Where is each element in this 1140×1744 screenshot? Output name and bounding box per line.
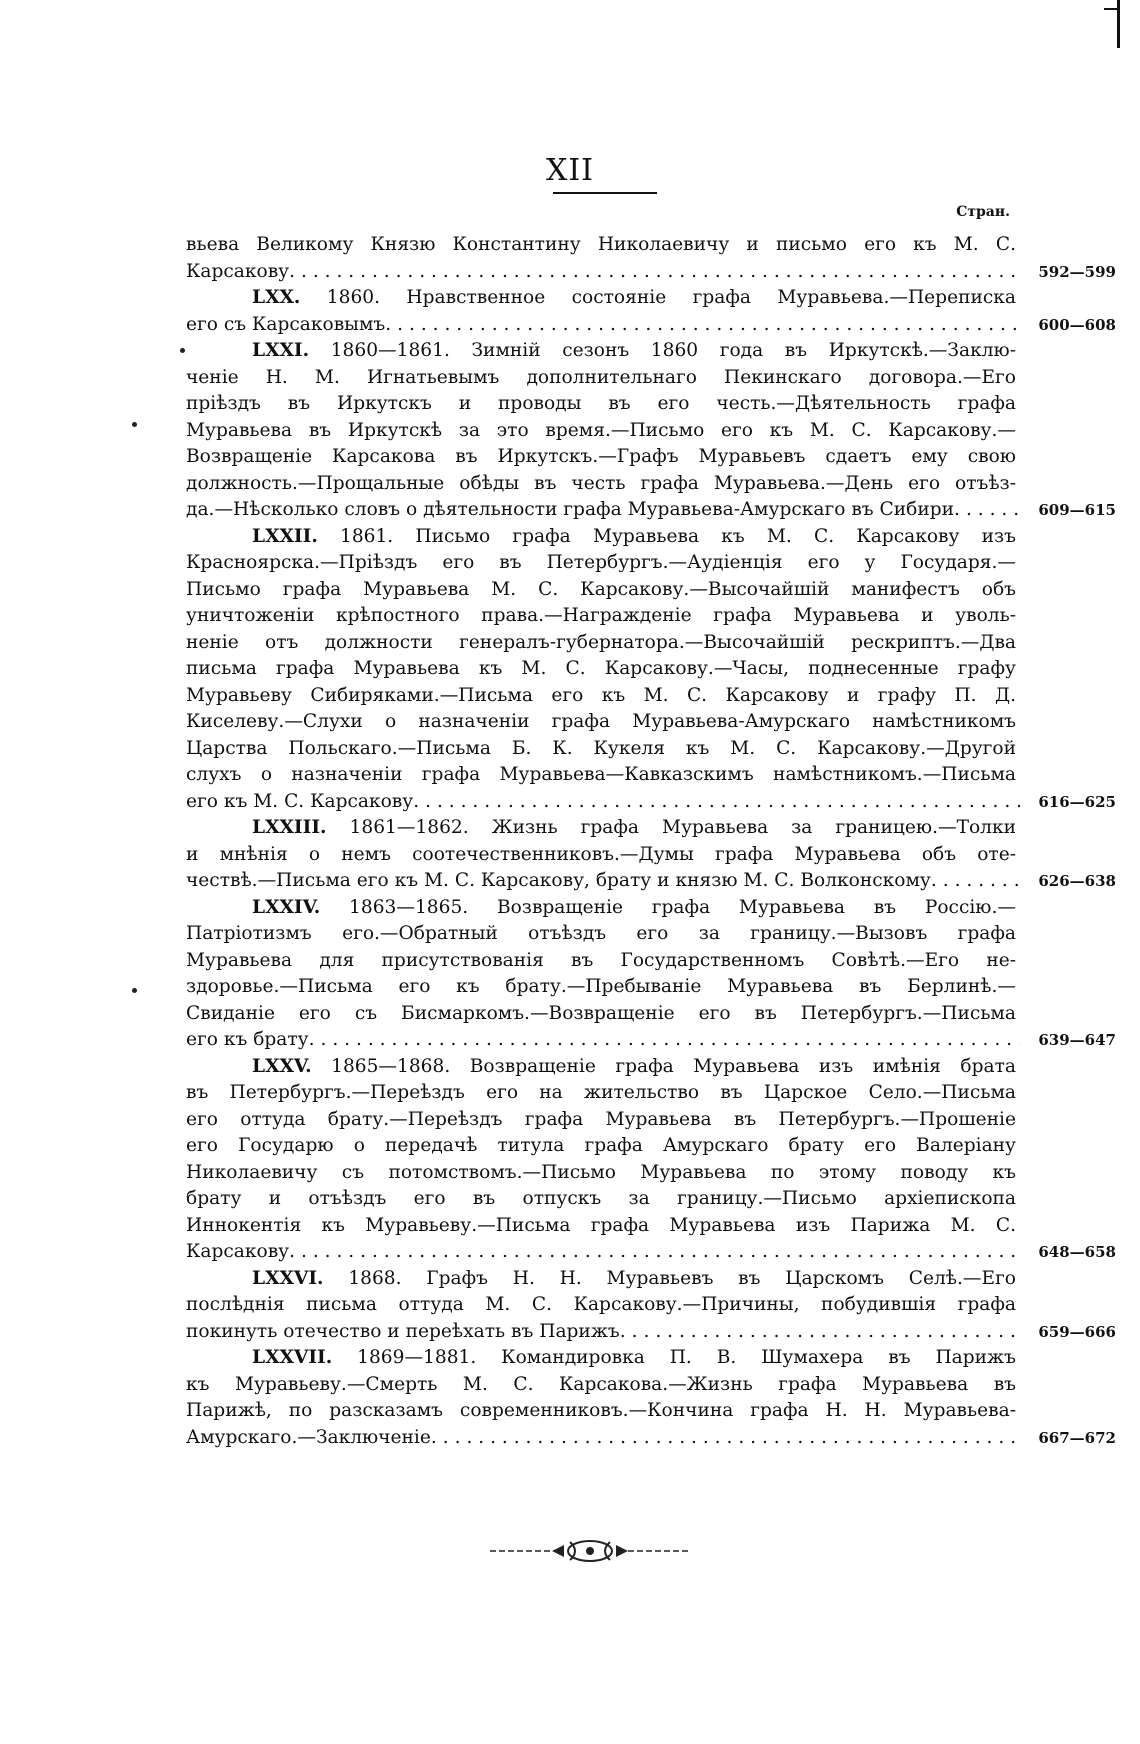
toc-line [186, 1080, 1016, 1107]
chapter-numeral: LXX. [252, 287, 301, 308]
toc-line [186, 1054, 1016, 1081]
page-range: 600—608 [1038, 315, 1116, 334]
toc-line [186, 895, 1016, 922]
dot-leader [321, 1027, 1020, 1054]
toc-line [186, 656, 1016, 683]
margin-speck [132, 988, 137, 993]
toc-line [186, 365, 1016, 392]
toc-line-text: Муравьева въ Иркутскѣ за это время.—Письмо его къ М. С. Карсакову.— [186, 419, 1016, 441]
toc-line-text: Красноярска.—Пріѣздъ его въ Петербургъ.—Аудіенція его у Государя.— [186, 552, 1016, 573]
page-range: 639—647 [1038, 1031, 1116, 1049]
dot-leader [943, 868, 1020, 895]
chapter-numeral: LXXIV. [252, 896, 321, 918]
toc-line-text: его Государю о передачѣ титула графа Амурскаго брату его Валеріану [186, 1135, 1016, 1156]
toc-entry [186, 1266, 1116, 1346]
toc-entry [186, 1054, 1116, 1266]
toc-line-text: Иннокентія къ Муравьеву.—Письма графа Муравьева изъ Парижа М. С. [186, 1214, 1016, 1236]
chapter-numeral: LXXVI. [252, 1267, 324, 1289]
toc-line-text: Парижѣ, по разсказамъ современниковъ.—Кончина графа Н. Н. Муравьева- [186, 1400, 1016, 1421]
page-column-header: Стран. [956, 204, 1010, 220]
toc-line-text: брату и отъѣздъ его въ отпускъ за границу.—Письмо архіепископа [186, 1188, 1016, 1209]
toc-line-text: 1861. Письмо графа Муравьева къ М. С. Карсакову изъ [339, 525, 1016, 547]
page-range: 626—638 [1038, 872, 1116, 890]
page-edge-mark [1104, 8, 1118, 10]
toc-line-text: Карсакову. [186, 1241, 296, 1262]
toc-line-text: 1863—1865. Возвращеніе графа Муравьева въ Россію.— [349, 896, 1016, 918]
dot-leader [301, 1239, 1020, 1266]
table-of-contents [186, 232, 1116, 1451]
page-range: 648—658 [1038, 1243, 1116, 1261]
toc-line [186, 312, 1116, 339]
toc-line [186, 497, 1116, 524]
toc-line-text: его съ Карсаковымъ. [186, 313, 392, 335]
toc-line-text: Царства Польскаго.—Письма Б. К. Кукеля къ М. С. Карсакову.—Другой [186, 737, 1016, 759]
toc-line [186, 709, 1016, 736]
toc-line-text: Патріотизмъ его.—Обратный отъѣздъ его за границу.—Вызовъ графа [186, 923, 1016, 944]
toc-line [186, 259, 1116, 286]
toc-line-text: слухъ о назначеніи графа Муравьева—Кавказскимъ намѣстникомъ.—Письма [186, 764, 1016, 785]
toc-line [186, 524, 1016, 551]
toc-line [186, 630, 1016, 657]
toc-line [186, 1001, 1016, 1028]
page-range: 659—666 [1038, 1322, 1116, 1341]
page-range: 609—615 [1038, 501, 1116, 519]
toc-line [186, 921, 1016, 948]
toc-entry [186, 1345, 1116, 1451]
toc-line-text: чествѣ.—Письма его къ М. С. Карсакову, брату и князю М. С. Волконскому. [186, 870, 937, 891]
chapter-numeral: LXXV. [252, 1055, 312, 1077]
toc-line [186, 1266, 1016, 1293]
toc-line [186, 842, 1016, 869]
toc-line-text: Киселеву.—Слухи о назначеніи графа Муравьева-Амурскаго намѣстникомъ [186, 711, 1016, 732]
toc-line [186, 391, 1016, 418]
dot-leader [443, 1425, 1020, 1452]
toc-line [186, 1319, 1116, 1346]
chapter-numeral: LXXVII. [252, 1347, 333, 1368]
toc-line [186, 789, 1116, 816]
toc-line-text: покинуть отечество и переѣхать въ Парижъ. [186, 1320, 626, 1342]
toc-line [186, 603, 1016, 630]
page-title: XII [545, 153, 595, 188]
toc-line-text: Письмо графа Муравьева М. С. Карсакову.—Высочайшій манифестъ объ [186, 578, 1016, 600]
toc-line [186, 815, 1016, 842]
toc-entry [186, 285, 1116, 338]
toc-line [186, 232, 1016, 259]
tailpiece-ornament [490, 1536, 690, 1566]
toc-line [186, 1398, 1016, 1425]
toc-line [186, 1239, 1116, 1266]
dot-leader [632, 1319, 1020, 1346]
toc-line [186, 1107, 1016, 1134]
toc-line-text: Амурскаго.—Заключеніе. [186, 1426, 437, 1448]
toc-line-text: въ Петербургъ.—Переѣздъ его на жительство въ Царское Село.—Письма [186, 1082, 1016, 1103]
chapter-numeral: LXXIII. [252, 817, 327, 838]
toc-line [186, 1425, 1116, 1452]
toc-line [186, 1027, 1116, 1054]
toc-line-text: его къ брату. [186, 1029, 315, 1050]
toc-line-text: его оттуда брату.—Переѣздъ графа Муравьева въ Петербургъ.—Прошеніе [186, 1108, 1016, 1130]
toc-line [186, 285, 1016, 312]
toc-line-text: Свиданіе его съ Бисмаркомъ.—Возвращеніе его въ Петербургъ.—Письма [186, 1002, 1016, 1024]
toc-entry [186, 895, 1116, 1054]
page-range: 616—625 [1038, 792, 1116, 811]
toc-line [186, 418, 1016, 445]
dot-leader [425, 789, 1020, 816]
page-range: 667—672 [1038, 1428, 1116, 1447]
toc-line [186, 683, 1016, 710]
toc-line-text: и мнѣнія о немъ соотечественниковъ.—Думы графа Муравьева объ оте- [186, 843, 1016, 865]
toc-line-text: Николаевичу съ потомствомъ.—Письмо Муравьева по этому поводу къ [186, 1161, 1016, 1183]
toc-line-text: Карсакову. [186, 260, 296, 282]
toc-line-text: Муравьеву Сибиряками.—Письма его къ М. С. Карсакову и графу П. Д. [186, 684, 1016, 706]
toc-line [186, 550, 1016, 577]
toc-line-text: Возвращеніе Карсакова въ Иркутскъ.—Графъ Муравьевъ сдаетъ ему свою [186, 446, 1016, 467]
toc-line-text: должность.—Прощальные обѣды въ честь графа Муравьева.—День его отъѣз- [186, 472, 1016, 494]
toc-line [186, 1292, 1016, 1319]
toc-line [186, 1345, 1016, 1372]
toc-line [186, 577, 1016, 604]
toc-line [186, 1213, 1016, 1240]
toc-line [186, 444, 1016, 471]
toc-entry [186, 232, 1116, 285]
toc-line-text: 1861—1862. Жизнь графа Муравьева за границею.—Толки [349, 817, 1017, 838]
toc-line-text: пріѣздъ въ Иркутскъ и проводы въ его честь.—Дѣятельность графа [186, 393, 1016, 414]
toc-line-text: здоровье.—Письма его къ брату.—Пребываніе Муравьева въ Берлинѣ.— [186, 976, 1016, 997]
toc-line [186, 471, 1016, 498]
toc-entry [186, 524, 1116, 816]
toc-line [186, 1372, 1016, 1399]
toc-line-text: письма графа Муравьева къ М. С. Карсакову.—Часы, поднесенные графу [186, 658, 1016, 679]
chapter-numeral: LXXI. [252, 340, 310, 361]
toc-line-text: ченіе Н. М. Игнатьевымъ дополнительнаго Пекинскаго договора.—Его [186, 366, 1016, 388]
dot-leader [301, 259, 1020, 286]
toc-line-text: 1869—1881. Командировка П. В. Шумахера въ Парижъ [357, 1347, 1016, 1368]
toc-line-text: да.—Нѣсколько словъ о дѣятельности графа Муравьева-Амурскаго въ Сибири. [186, 499, 960, 520]
chapter-numeral: LXXII. [252, 525, 318, 547]
toc-line [186, 762, 1016, 789]
toc-entry [186, 815, 1116, 895]
toc-line [186, 1160, 1016, 1187]
toc-line-text: его къ М. С. Карсакову. [186, 790, 420, 812]
dot-leader [966, 497, 1020, 524]
toc-line-text: 1865—1868. Возвращеніе графа Муравьева изъ имѣнія брата [331, 1055, 1016, 1077]
toc-entry [186, 338, 1116, 524]
toc-line-text: неніе отъ должности генералъ-губернатора.—Высочайшій рескриптъ.—Два [186, 631, 1016, 653]
title-rule [553, 192, 657, 194]
toc-line [186, 974, 1016, 1001]
toc-line-text: уничтоженіи крѣпостного права.—Награжденіе графа Муравьева и уволь- [186, 605, 1016, 626]
margin-speck [132, 422, 137, 427]
toc-line-text: 1860—1861. Зимній сезонъ 1860 года въ Иркутскѣ.—Заклю- [330, 340, 1016, 361]
toc-line [186, 948, 1016, 975]
dot-leader [397, 312, 1020, 339]
toc-line-text: 1868. Графъ Н. Н. Муравьевъ въ Царскомъ Селѣ.—Его [348, 1267, 1017, 1289]
toc-line [186, 1133, 1016, 1160]
toc-line-text: послѣднія письма оттуда М. С. Карсакову.—Причины, побудившія графа [186, 1294, 1016, 1315]
toc-line-text: вьева Великому Князю Константину Николаевичу и письмо его къ М. С. [186, 234, 1016, 255]
toc-line-text: 1860. Нравственное состояніе графа Муравьева.—Переписка [326, 287, 1016, 308]
margin-speck [180, 348, 185, 353]
toc-line [186, 868, 1116, 895]
toc-line-text: Муравьева для присутствованія въ Государственномъ Совѣтѣ.—Его не- [186, 949, 1016, 971]
toc-line [186, 338, 1016, 365]
toc-line [186, 1186, 1016, 1213]
toc-line-text: къ Муравьеву.—Смерть М. С. Карсакова.—Жизнь графа Муравьева въ [186, 1373, 1016, 1395]
toc-line [186, 736, 1016, 763]
page-range: 592—599 [1038, 262, 1116, 281]
